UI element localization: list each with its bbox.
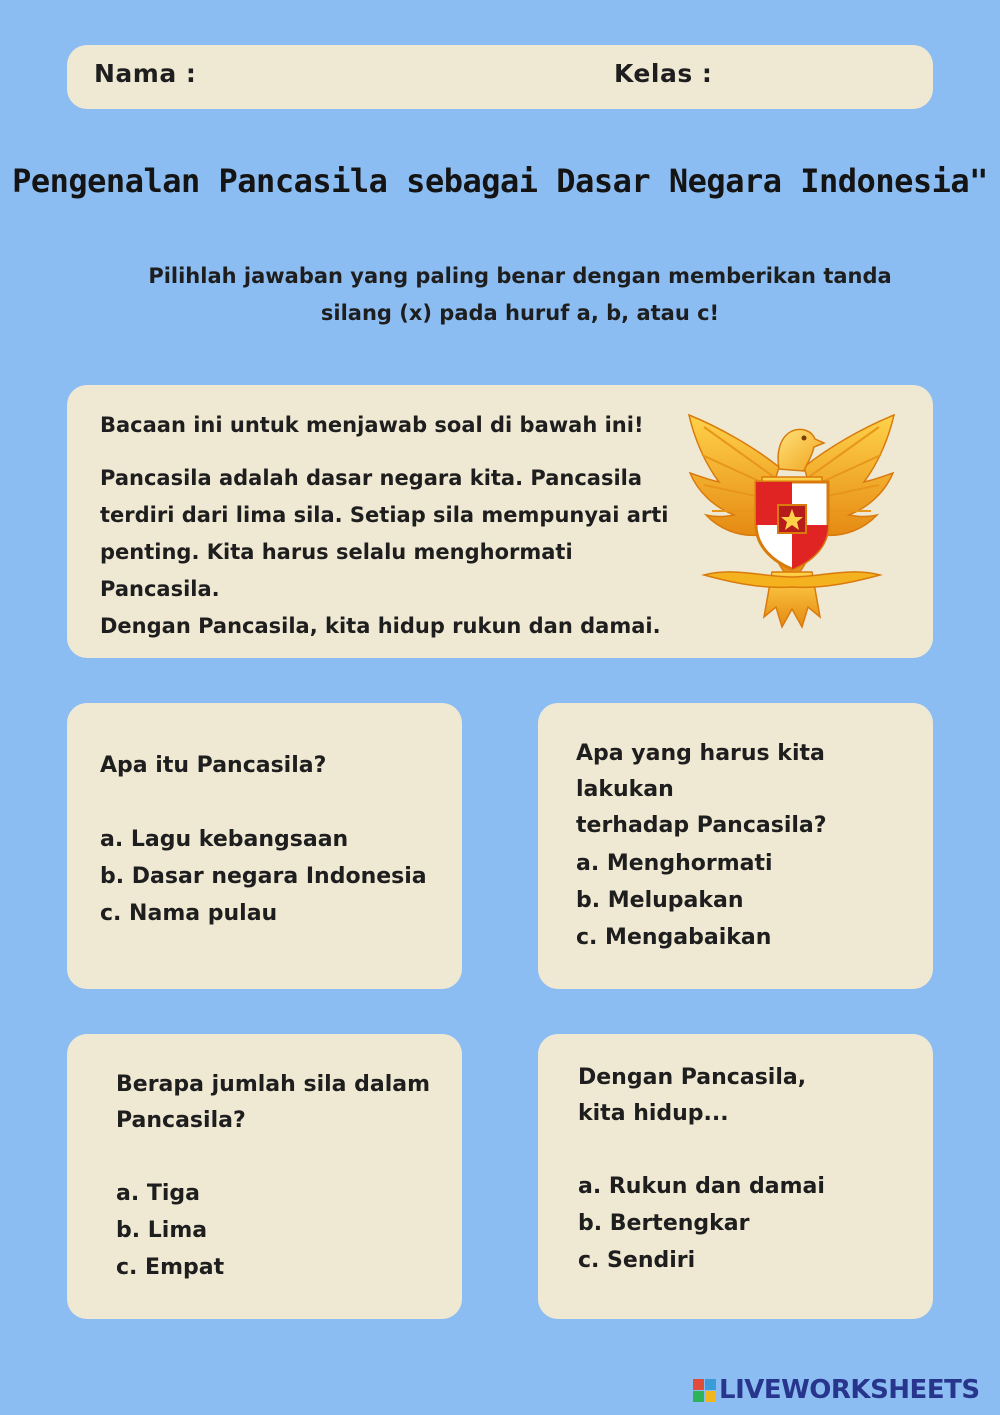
question-text [578, 1060, 808, 1132]
option-b[interactable]: b. Dasar negara Indonesia [100, 864, 427, 889]
option-c[interactable]: c. Mengabaikan [576, 925, 772, 950]
answer-options [100, 821, 427, 932]
question-line: kita hidup... [578, 1101, 729, 1126]
liveworksheets-branding [693, 1372, 980, 1408]
question-line: Apa itu Pancasila? [100, 753, 327, 778]
option-a[interactable]: a. Rukun dan damai [578, 1174, 825, 1199]
question-text [100, 748, 440, 784]
option-b[interactable]: b. Melupakan [576, 888, 744, 913]
name-input[interactable] [187, 55, 591, 97]
question-card-2 [538, 703, 933, 989]
worksheet-title: Pengenalan Pancasila sebagai Dasar Negara Indonesia" [12, 162, 988, 200]
reading-heading: Bacaan ini untuk menjawab soal di bawah ini! [100, 413, 644, 437]
reading-passage [100, 460, 690, 645]
question-line: terhadap Pancasila? [576, 813, 827, 838]
name-label: Nama : [94, 59, 197, 88]
logo-tile [705, 1391, 716, 1402]
reading-line: Pancasila adalah dasar negara kita. Pancasila [100, 466, 643, 490]
question-line: Dengan Pancasila, [578, 1065, 807, 1090]
reading-line: Dengan Pancasila, kita hidup rukun dan damai. [100, 614, 661, 638]
student-info-bar [67, 45, 933, 109]
question-text [576, 736, 921, 844]
option-a[interactable]: a. Tiga [116, 1181, 201, 1206]
question-text [116, 1067, 436, 1139]
logo-tile [705, 1379, 716, 1390]
question-line: Apa yang harus kita lakukan [576, 741, 825, 802]
answer-options [578, 1168, 825, 1279]
option-b[interactable]: b. Bertengkar [578, 1211, 750, 1236]
answer-options [116, 1175, 224, 1286]
instruction-text: Pilihlah jawaban yang paling benar dengan memberikan tanda silang (x) pada huruf a, b, atau c! [148, 264, 892, 325]
option-c[interactable]: c. Empat [116, 1255, 225, 1280]
question-card-3 [67, 1034, 462, 1319]
brand-name: LIVEWORKSHEETS [719, 1375, 980, 1405]
option-a[interactable]: a. Menghormati [576, 851, 773, 876]
answer-options [576, 845, 773, 956]
garuda-emblem-icon [684, 407, 899, 632]
liveworksheets-logo-icon [693, 1379, 716, 1402]
option-b[interactable]: b. Lima [116, 1218, 208, 1243]
logo-tile [693, 1379, 704, 1390]
question-card-4 [538, 1034, 933, 1319]
option-c[interactable]: c. Nama pulau [100, 901, 278, 926]
option-a[interactable]: a. Lagu kebangsaan [100, 827, 349, 852]
reading-line: penting. Kita harus selalu menghormati Pancasila. [100, 540, 573, 601]
class-label: Kelas : [614, 59, 713, 88]
reading-line: terdiri dari lima sila. Setiap sila mempunyai arti [100, 503, 669, 527]
logo-tile [693, 1391, 704, 1402]
reading-card [67, 385, 933, 658]
class-input[interactable] [707, 55, 921, 97]
question-line: Berapa jumlah sila dalam [116, 1072, 431, 1097]
question-line: Pancasila? [116, 1108, 246, 1133]
option-c[interactable]: c. Sendiri [578, 1248, 696, 1273]
question-card-1 [67, 703, 462, 989]
